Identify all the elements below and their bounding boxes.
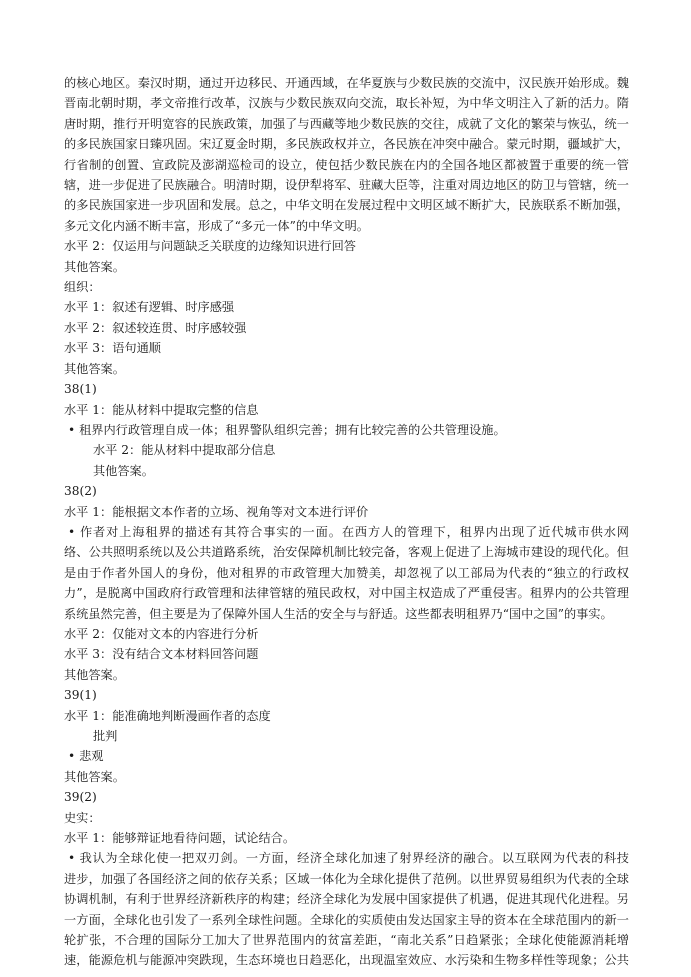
text-line: 批判 [93,729,118,743]
text-line: • 作者对上海租界的描述有其符合事实的一面。在西方人的管理下，租界内出现了近代城市供水网 [64,522,629,542]
text-line: 的核心地区。秦汉时期，通过开边移民、开通西域，在华夏族与少数民族的交流中，汉民族开始形成。魏 [64,76,629,90]
text-line: 其他答案。 [64,667,125,682]
text-line: 其他答案。 [93,463,154,478]
text-line: • 悲观 [64,746,629,766]
text-line: 水平 2：能从材料中提取部分信息 [93,443,276,458]
text-line: 多元文化内涵不断丰富，形成了“多元一体”的中华文明。 [64,218,369,233]
text-line: 38(2) [64,484,97,499]
text-line: 史实： [64,810,101,825]
text-line: 的多民族国家进一步巩固和发展。总之，中华文明在发展过程中文明区域不断扩大，民族联系不断加强， [64,198,629,213]
text-line: 水平 1：能根据文本作者的立场、视角等对文本进行评价 [64,504,369,519]
text-line: 水平 1：叙述有逻辑、时序感强 [64,300,235,315]
text-line: • 租界内行政管理自成一体；租界警队组织完善；拥有比较完善的公共管理设施。 [64,420,629,440]
text-line: 的多民族国家日臻巩固。宋辽夏金时期，多民族政权并立，各民族在冲突中融合。蒙元时期，疆域扩大， [64,137,629,152]
text-line: 水平 3：语句通顺 [64,341,161,356]
text-line: 39(2) [64,790,97,805]
text-line: 水平 1：能够辩证地看待问题，试论结合。 [64,831,296,846]
text-line: 系统虽然完善，但主要是为了保障外国人生活的安全与与舒适。这些都表明租界乃“国中之国”的事实。 [64,606,613,621]
text-line: 速，能源危机与能源冲突跌现，生态环境也日趋恶化，出现温室效应、水污染和生物多样性等现象；公共 [64,953,629,968]
text-line: 晋南北朝时期，孝文帝推行改革，汉族与少数民族双向交流，取长补短，为中华文明注入了新的活力。隋 [64,96,629,111]
text-line: 进步，加强了各国经济之间的依存关系；区域一体化为全球化提供了范例。以世界贸易组织为代表的全球 [64,871,629,886]
document-body [64,73,629,971]
text-line: 络、公共照明系统以及公共道路系统，治安保障机制比较完备，客观上促进了上海城市建设的现代化。但 [64,545,629,560]
text-line: 水平 1：能准确地判断漫画作者的态度 [64,708,271,723]
text-line: 一方面，全球化也引发了一系列全球性问题。全球化的实质使由发达国家主导的资本在全球范围内的新一 [64,912,629,927]
text-line: 唐时期，推行开明宽容的民族政策，加强了与西藏等地少数民族的交往，成就了文化的繁荣与恢弘，统一 [64,116,629,131]
text-line: 其他答案。 [64,769,125,784]
text-line: 水平 2：叙述较连贯、时序感较强 [64,320,247,335]
text-line: 其他答案。 [64,259,125,274]
text-line: 39(1) [64,688,97,703]
text-line: 协调机制，有利于世界经济新秩序的构建；经济全球化为发展中国家提供了机遇，促进其现代化进程。另 [64,892,629,907]
text-line: 其他答案。 [64,361,125,376]
text-line: 辖，进一步促进了民族融合。明清时期，设伊犁将军、驻藏大臣等，注重对周边地区的防卫与管辖，统一 [64,178,629,193]
text-line: 38(1) [64,382,97,397]
text-line: 水平 3：没有结合文本材料回答问题 [64,647,259,662]
text-line: 水平 1：能从材料中提取完整的信息 [64,402,259,417]
text-line: 轮扩张，不合理的国际分工加大了世界范围内的贫富差距，“南北关系”日趋紧张；全球化使能源消耗增 [64,933,629,948]
text-line: 水平 2：仅能对文本的内容进行分析 [64,626,259,641]
text-line: 水平 2：仅运用与问题缺乏关联度的边缘知识进行回答 [64,239,356,254]
text-line: 是由于作者外国人的身份，他对租界的市政管理大加赞美，却忽视了以工部局为代表的“独立的行政权 [64,565,629,580]
text-line: • 我认为全球化使一把双刃剑。一方面，经济全球化加速了射界经济的融合。以互联网为代表的科技 [64,848,629,868]
text-line: 组织： [64,280,101,295]
text-line: 行省制的创置、宣政院及澎湖巡检司的设立，使包括少数民族在内的全国各地区都被置于重要的统一管 [64,157,629,172]
text-line: 力”，是脱离中国政府行政管理和法律管辖的殖民政权，对中国主权造成了严重侵害。租界内的公共管理 [64,586,629,601]
